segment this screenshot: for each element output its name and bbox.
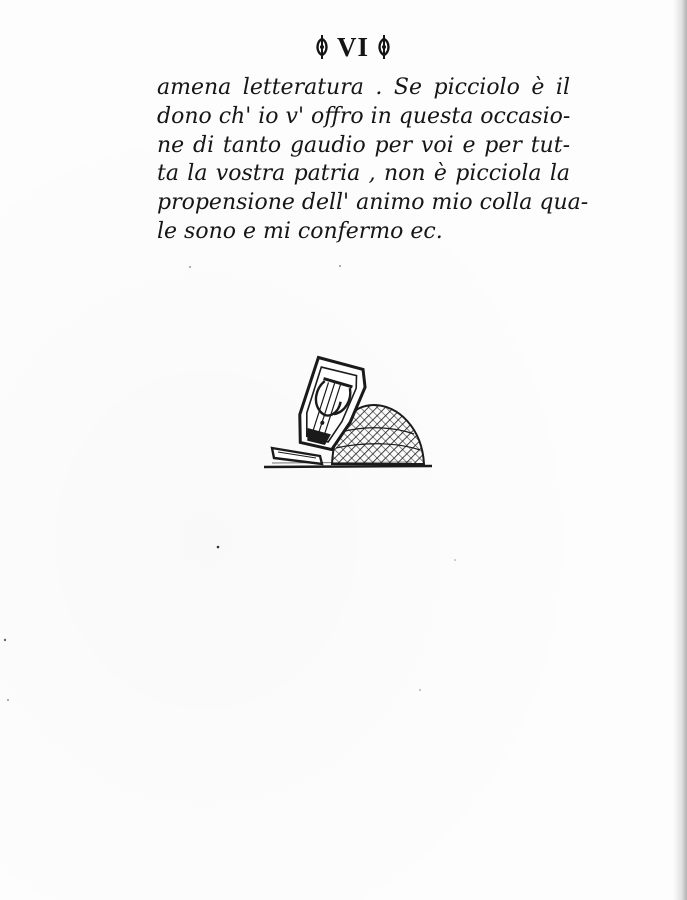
page-edge-shadow (673, 0, 687, 900)
left-ornament-icon (313, 34, 331, 60)
text-line: ta la vostra patria , non è picciola la (157, 161, 570, 187)
right-ornament-icon (375, 34, 393, 60)
lyre-and-beehive-icon (262, 352, 434, 472)
text-line: propensione dell' animo mio colla qua- (157, 190, 589, 216)
body-text (157, 74, 589, 247)
text-line: dono ch' io v' offro in questa occasio- (157, 103, 571, 129)
text-line: ne di tanto gaudio per voi e per tut- (157, 132, 570, 158)
page-header (0, 30, 687, 70)
page-header-inner (313, 30, 393, 64)
text-line: amena letteratura . Se picciolo è il (157, 75, 570, 100)
text-line: le sono e mi confermo ec. (157, 218, 443, 244)
page-number: VI (337, 32, 370, 62)
